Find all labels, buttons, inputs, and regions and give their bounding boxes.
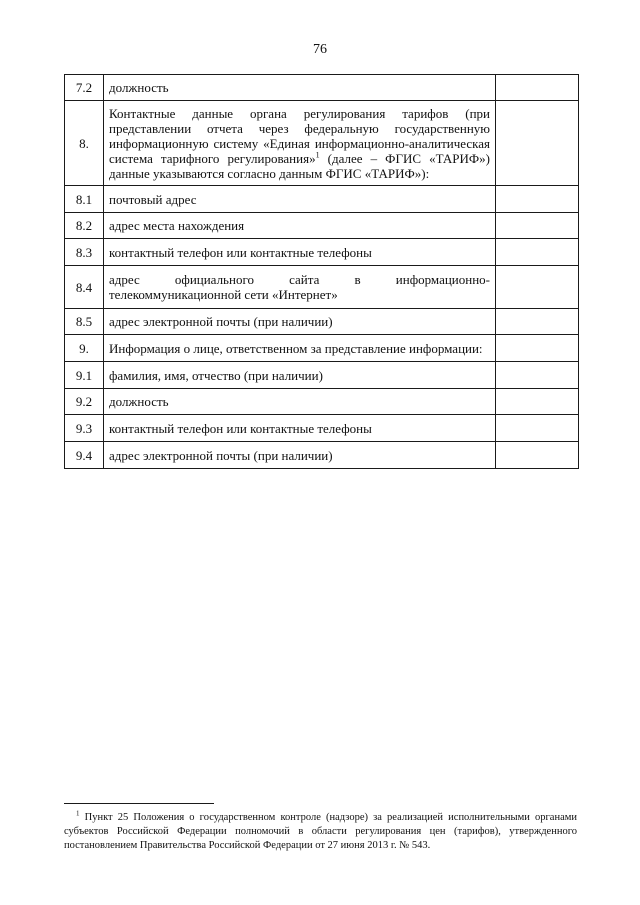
value-cell <box>496 239 579 266</box>
table-row <box>65 442 579 469</box>
footnote-divider <box>64 803 214 804</box>
value-cell <box>496 442 579 469</box>
row-number: 7.2 <box>65 75 104 101</box>
row-number: 8. <box>65 101 104 186</box>
row-number: 9.3 <box>65 415 104 442</box>
value-cell <box>496 213 579 239</box>
row-text: должность <box>104 75 496 101</box>
row-text: адрес электронной почты (при наличии) <box>104 309 496 335</box>
value-cell <box>496 75 579 101</box>
row-number: 8.1 <box>65 186 104 213</box>
value-cell <box>496 335 579 362</box>
row-number: 8.3 <box>65 239 104 266</box>
row-number: 8.4 <box>65 266 104 309</box>
table-row <box>65 186 579 213</box>
table-row <box>65 389 579 415</box>
table-row <box>65 266 579 309</box>
row-text-part: Контактные данные органа регулирования тарифов (при представлении отчета через федеральную государственную информационную систему «Единая информационно-аналитическая система тарифного регулирования» <box>109 105 490 166</box>
table-row <box>65 309 579 335</box>
table-row <box>65 239 579 266</box>
row-text: почтовый адрес <box>104 186 496 213</box>
row-number: 9.2 <box>65 389 104 415</box>
row-text: Информация о лице, ответственном за представление информации: <box>104 335 496 362</box>
row-text: должность <box>104 389 496 415</box>
row-text <box>104 101 496 186</box>
row-number: 9.4 <box>65 442 104 469</box>
row-text: фамилия, имя, отчество (при наличии) <box>104 362 496 389</box>
value-cell <box>496 101 579 186</box>
footnote-mark: 1 <box>76 809 80 818</box>
row-text: адрес места нахождения <box>104 213 496 239</box>
row-text: адрес электронной почты (при наличии) <box>104 442 496 469</box>
value-cell <box>496 415 579 442</box>
row-number: 9.1 <box>65 362 104 389</box>
row-number: 8.2 <box>65 213 104 239</box>
table-row <box>65 101 579 186</box>
value-cell <box>496 266 579 309</box>
table-row <box>65 362 579 389</box>
value-cell <box>496 309 579 335</box>
table-row <box>65 415 579 442</box>
value-cell <box>496 362 579 389</box>
row-text: контактный телефон или контактные телефоны <box>104 239 496 266</box>
table-row <box>65 335 579 362</box>
page-number: 76 <box>313 42 327 57</box>
value-cell <box>496 389 579 415</box>
table-row <box>65 213 579 239</box>
footnote <box>64 811 577 853</box>
footnote-reference: 1 <box>315 150 320 160</box>
value-cell <box>496 186 579 213</box>
footnote-text: Пункт 25 Положения о государственном контроле (надзоре) за реализацией исполнительными органами субъектов Российской Федерации полномочий в области регулирования цен (тарифов), утвержденного постановлением Правительства Российской Федерации от 27 июня 2013 г. № 543. <box>64 812 578 851</box>
row-text: адрес официального сайта в информационно-телекоммуникационной сети «Интернет» <box>104 266 496 309</box>
form-table <box>64 74 579 469</box>
row-text-part: (далее – ФГИС «ТАРИФ») данные указываются согласно данным ФГИС «ТАРИФ»): <box>109 150 490 181</box>
table-row <box>65 75 579 101</box>
row-text: контактный телефон или контактные телефоны <box>104 415 496 442</box>
row-number: 8.5 <box>65 309 104 335</box>
row-number: 9. <box>65 335 104 362</box>
